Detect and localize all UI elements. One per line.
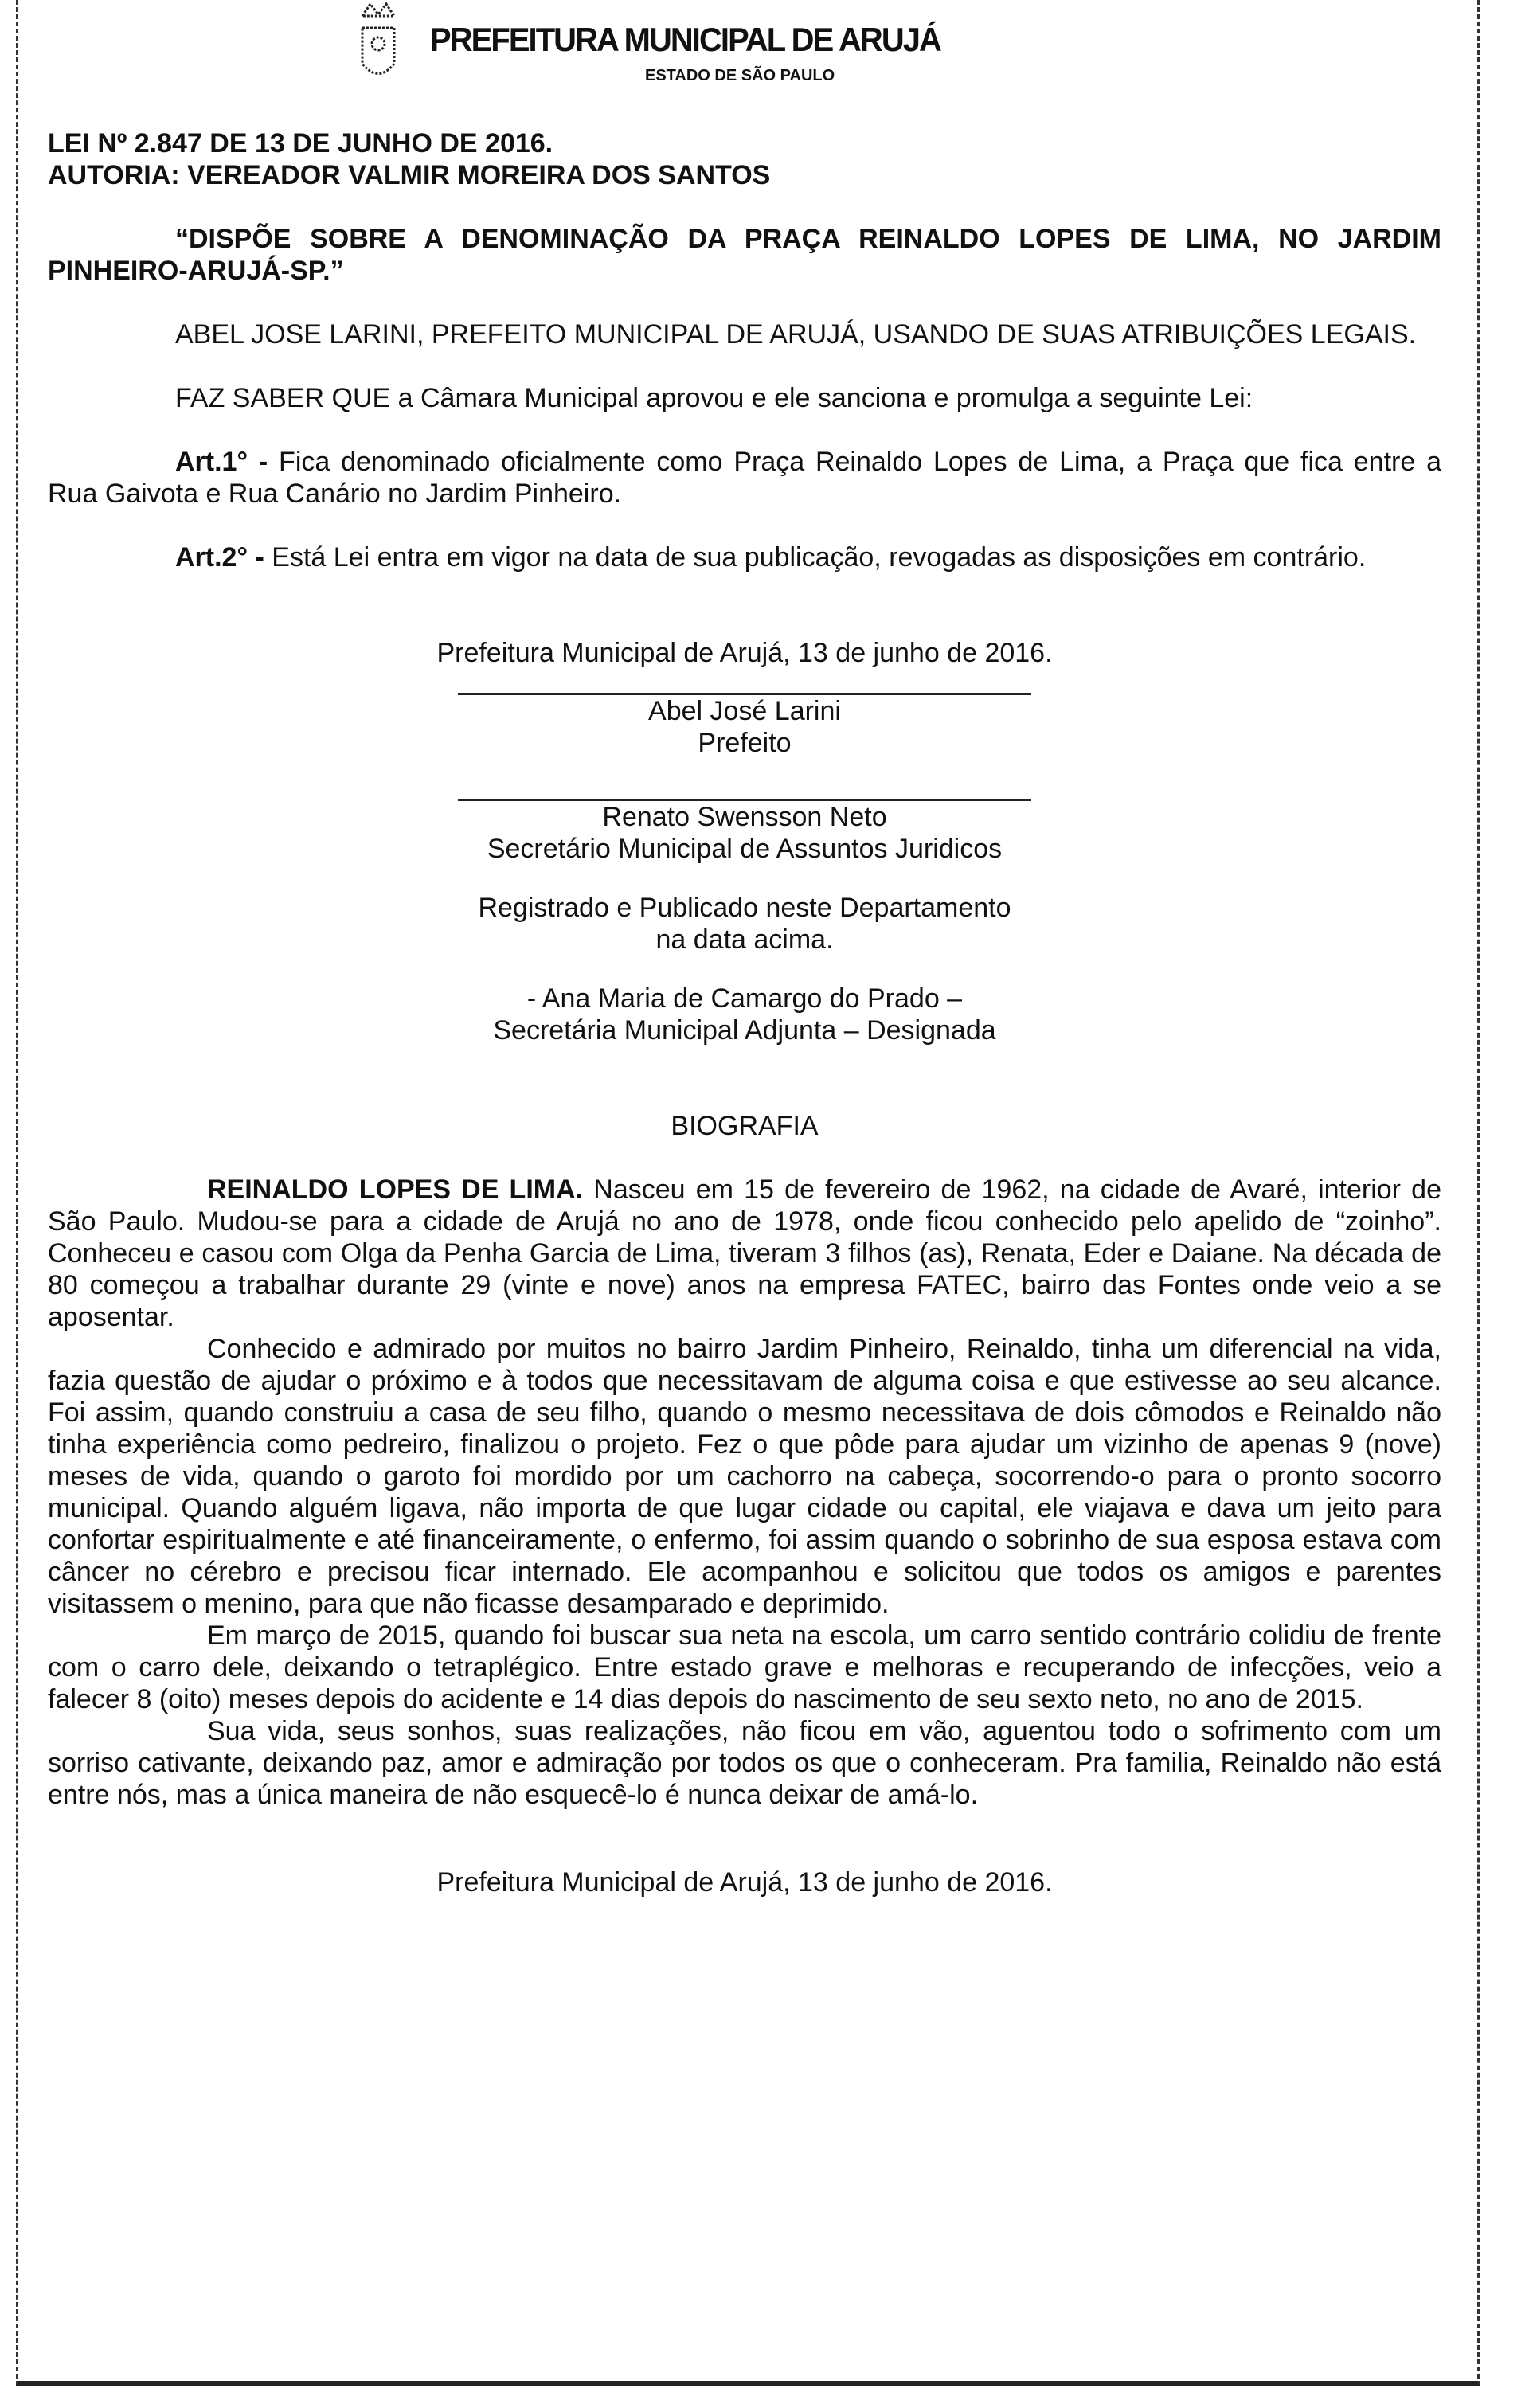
biography-paragraph-1-text: Nasceu em 15 de fevereiro de 1962, na cidade de Avaré, interior de São Paulo. Mudou-se para a cidade de Arujá no ano de 1978, onde ficou conhecido pelo apelido de “zoinho”. Conheceu e casou com Olga da Penha Garcia de Lima, tiveram 3 filhos (as), Renata, Eder e Daiane. Na década de 80 começou a trabalhar durante 29 (vinte e nove) anos na empresa FATEC, bairro das Fontes onde veio a se aposentar.: [48, 1175, 1441, 1332]
law-number: LEI Nº 2.847 DE 13 DE JUNHO DE 2016.: [48, 128, 553, 158]
biography-paragraph-1: [48, 1174, 1441, 1333]
biography-heading: BIOGRAFIA: [671, 1111, 819, 1141]
biography-closing: Prefeitura Municipal de Arujá, 13 de junho de 2016.: [436, 1867, 1053, 1898]
biography-paragraph-4: Sua vida, seus sonhos, suas realizações, não ficou em vão, aguentou todo o sofrimento com um sorriso cativante, deixando paz, amor e admiração por todos os que o conheceram. Pra familia, Reinaldo não está entre nós, mas a única maneira de não esquecê-lo é nunca deixar de amá-lo.: [48, 1716, 1441, 1810]
biography-paragraph-2: Conhecido e admirado por muitos no bairro Jardim Pinheiro, Reinaldo, tinha um diferencial na vida, fazia questão de ajudar o próximo e à todos que necessitavam de alguma coisa e que estivesse ao seu alcance. Foi assim, quando construiu a casa de seu filho, quando o mesmo necessitava de dois cômodos e Reinaldo não tinha experiência como pedreiro, finalizou o projeto. Fez o que pôde para ajudar um vizinho de apenas 9 (nove) meses de vida, quando o garoto foi mordido por um cachorro na cabeça, socorrendo-o para o pronto socorro municipal. Quando alguém ligava, não importa de que lugar cidade ou capital, ele viajava e dava um jeito para confortar espiritualmente e até financeiramente, o enfermo, foi assim quando o sobrinho de sua esposa estava com câncer no cérebro e precisou ficar internado. Ele acompanhou e solicitou que todos os amigos e parentes visitassem o menino, para que não ficasse desamparado e deprimido.: [48, 1334, 1441, 1619]
article-1: [48, 446, 1441, 510]
registered-line-1: Registrado e Publicado neste Departamento: [478, 893, 1011, 923]
mayor-title: Prefeito: [698, 728, 792, 758]
coat-of-arms-icon: [342, 0, 414, 96]
biography-paragraph-3: Em março de 2015, quando foi buscar sua neta na escola, um carro sentido contrário colidiu de frente com o carro dele, deixando o tetraplégico. Entre estado grave e melhoras e recuperando de infecções, veio a falecer 8 (oito) meses depois do acidente e 14 dias depois do nascimento de seu sexto neto, no ano de 2015.: [48, 1620, 1441, 1714]
adjunct-name: - Ana Maria de Camargo do Prado –: [526, 983, 963, 1014]
article-1-label: Art.1° -: [175, 447, 268, 477]
article-2-label: Art.2° -: [175, 542, 264, 573]
law-preamble: ABEL JOSE LARINI, PREFEITO MUNICIPAL DE ARUJÁ, USANDO DE SUAS ATRIBUIÇÕES LEGAIS.: [175, 319, 1417, 350]
place-date: Prefeitura Municipal de Arujá, 13 de junho de 2016.: [436, 638, 1053, 668]
registered-line-2: na data acima.: [655, 924, 834, 955]
secretary-name: Renato Swensson Neto: [602, 802, 887, 832]
document-body: [48, 127, 1441, 1898]
article-1-text: Fica denominado oficialmente como Praça Reinaldo Lopes de Lima, a Praça que fica entre a Rua Gaivota e Rua Canário no Jardim Pinheiro.: [48, 447, 1442, 509]
law-author: AUTORIA: VEREADOR VALMIR MOREIRA DOS SANTOS: [48, 160, 771, 190]
biography: [48, 1174, 1441, 1811]
letterhead: [342, 0, 1139, 104]
article-2: [48, 541, 1441, 573]
law-ementa: “DISPÕE SOBRE A DENOMINAÇÃO DA PRAÇA REINALDO LOPES DE LIMA, NO JARDIM PINHEIRO-ARUJÁ-SP.”: [48, 224, 1441, 286]
secretary-title: Secretário Municipal de Assuntos Juridicos: [487, 834, 1003, 864]
law-faz-saber: FAZ SABER QUE a Câmara Municipal aprovou e ele sanciona e promulga a seguinte Lei:: [175, 383, 1253, 413]
mayor-name: Abel José Larini: [648, 696, 841, 726]
biography-lead-name: REINALDO LOPES DE LIMA.: [207, 1175, 584, 1205]
letterhead-title: PREFEITURA MUNICIPAL DE ARUJÁ: [430, 21, 940, 58]
adjunct-title: Secretária Municipal Adjunta – Designada: [493, 1015, 996, 1046]
letterhead-subtitle: ESTADO DE SÃO PAULO: [645, 67, 835, 84]
article-2-text: Está Lei entra em vigor na data de sua publicação, revogadas as disposições em contrário.: [264, 542, 1367, 573]
